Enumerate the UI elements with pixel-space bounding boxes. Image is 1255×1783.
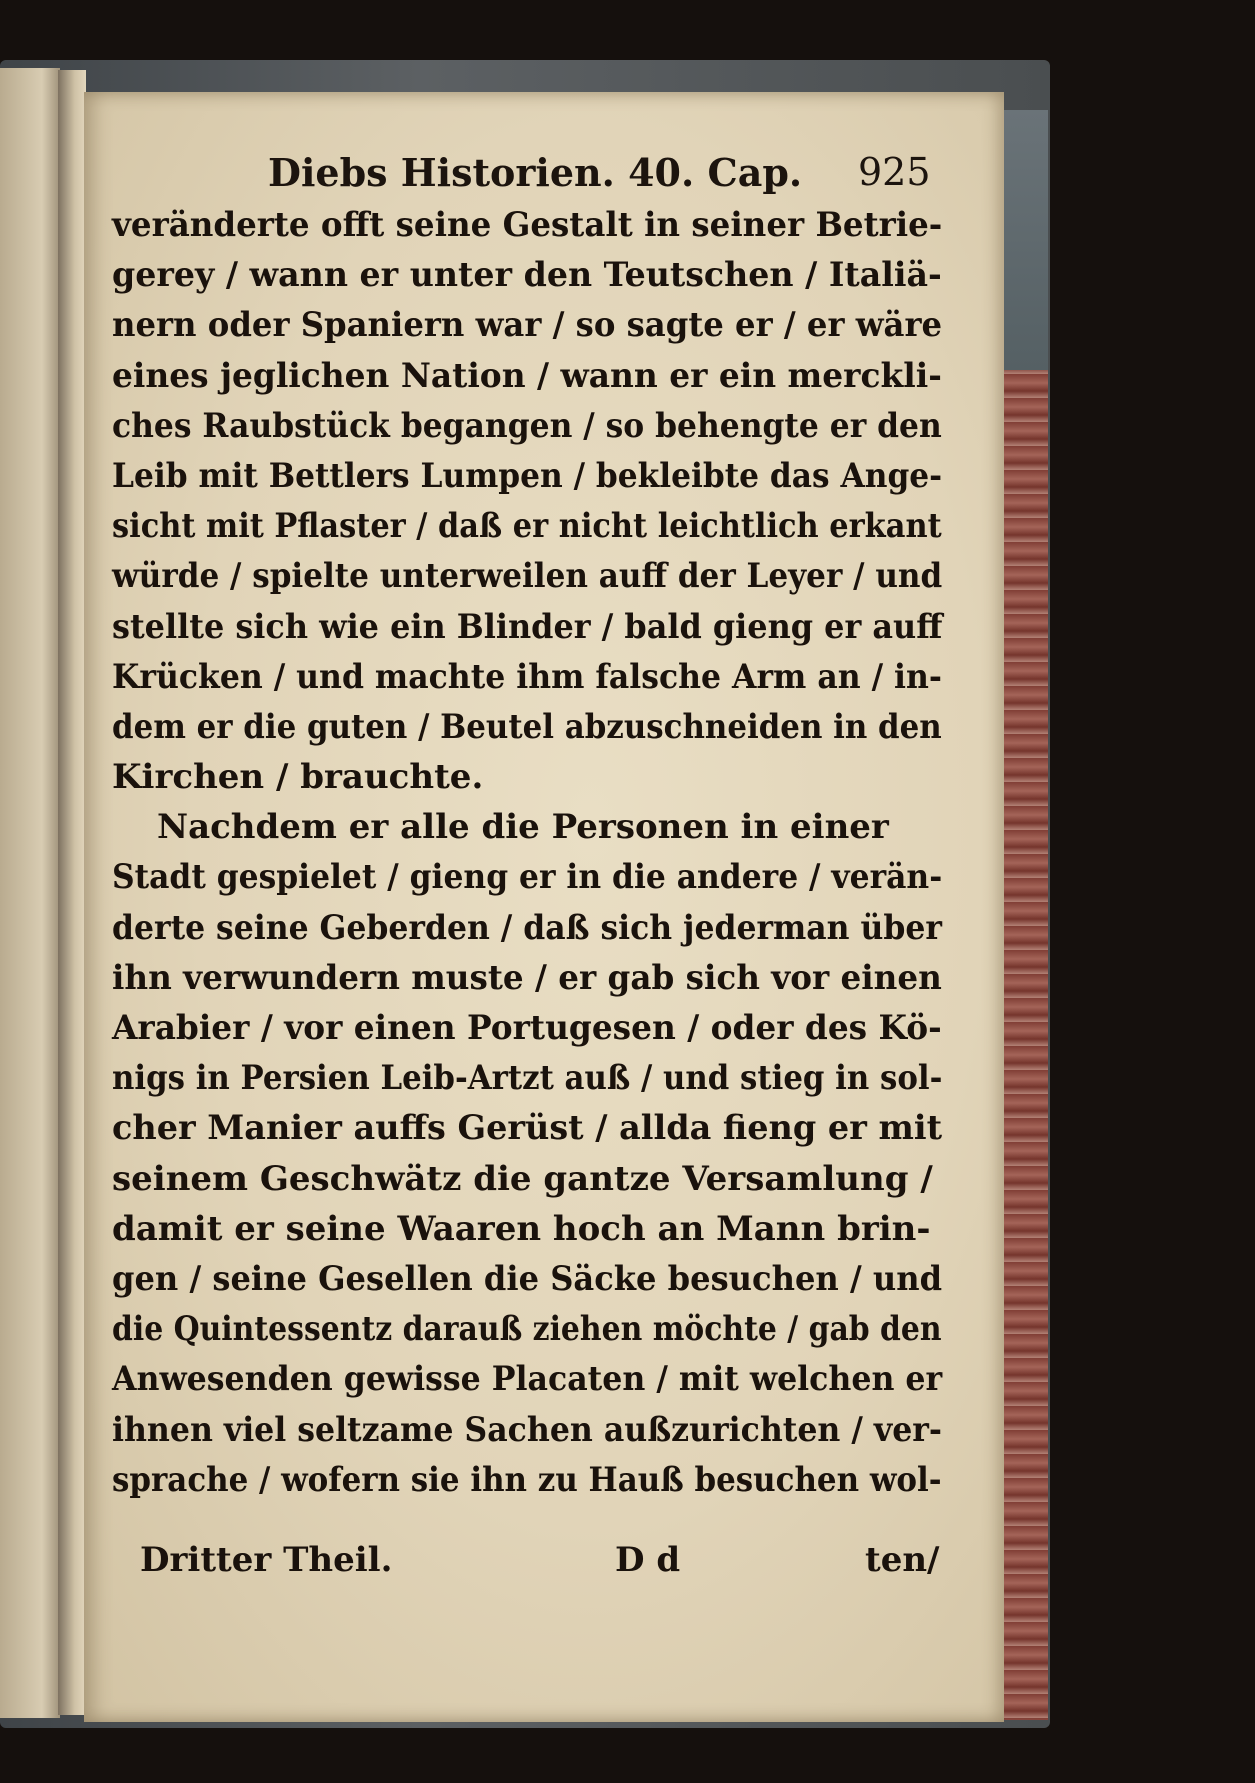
text-line: nigs in Persien Leib-Artzt auß / und stieg in sol- <box>112 1058 943 1099</box>
text-line: dem er die guten / Beutel abzuschneiden in den <box>112 706 942 747</box>
paragraph-start-line: Nachdem er alle die Personen in einer <box>157 807 889 848</box>
text-line: ihn verwundern muste / er gab sich vor einen <box>112 957 942 998</box>
text-line: Arabier / vor einen Portugesen / oder des Kö- <box>112 1008 942 1048</box>
text-line: ches Raubstück begangen / so behengte er den <box>112 405 942 446</box>
text-line: gen / seine Gesellen die Säcke besuchen / und <box>112 1258 943 1299</box>
text-line: Krücken / und machte ihm falsche Arm an / in- <box>112 656 942 697</box>
body-text <box>112 200 942 1505</box>
text-line: veränderte offt seine Gestalt in seiner Betrie- <box>112 205 943 245</box>
page-number: 925 <box>858 150 931 194</box>
page-footer <box>140 1540 940 1596</box>
gutter <box>58 70 86 1715</box>
text-line: cher Manier auffs Gerüst / allda fieng er mit <box>112 1108 943 1149</box>
text-line: nern oder Spaniern war / so sagte er / er wäre <box>112 305 943 346</box>
text-line: ihnen viel seltzame Sachen außzurichten / ver- <box>112 1409 943 1450</box>
text-line: seinem Geschwätz die gantze Versamlung / <box>112 1158 933 1199</box>
text-line: eines jeglichen Nation / wann er ein merckli- <box>112 355 942 396</box>
text-line: sprache / wofern sie ihn zu Hauß besuchen wol- <box>112 1459 942 1500</box>
text-line: gerey / wann er unter den Teutschen / Italiä- <box>112 255 942 296</box>
text-line: stellte sich wie ein Blinder / bald gieng er auff <box>112 606 943 647</box>
running-title: Diebs Historien. 40. Cap. <box>268 150 803 195</box>
volume-label: Dritter Theil. <box>140 1540 393 1580</box>
catchword: ten/ <box>865 1540 940 1580</box>
text-line: sicht mit Pflaster / daß er nicht leichtlich erkant <box>112 506 942 547</box>
text-line: damit er seine Waaren hoch an Mann brin- <box>112 1208 931 1249</box>
text-line: Kirchen / brauchte. <box>112 757 484 798</box>
left-page-edge <box>0 68 60 1718</box>
text-line: würde / spielte unterweilen auff der Leyer / und <box>112 556 943 597</box>
text-line: Leib mit Bettlers Lumpen / bekleibte das Ange- <box>112 455 943 496</box>
text-line: die Quintessentz darauß ziehen möchte / gab den <box>112 1309 942 1350</box>
text-line: Stadt gespielet / gieng er in die andere / verän- <box>112 857 943 898</box>
signature-mark: D d <box>615 1540 681 1580</box>
text-line: derte seine Geberden / daß sich jederman über <box>112 907 942 948</box>
fore-edge-top <box>1002 110 1048 370</box>
text-line: Anwesenden gewisse Placaten / mit welchen er <box>112 1359 943 1400</box>
